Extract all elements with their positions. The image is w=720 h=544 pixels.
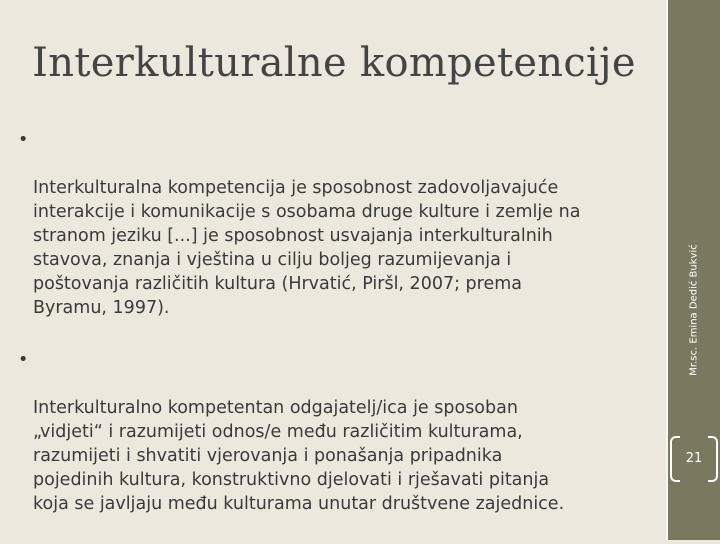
bullet-icon: • xyxy=(18,350,29,370)
bullet-text: Interkulturalno kompetentan odgajatelj/ica je sposoban „vidjeti“ i razumijeti odnos/e među različitim kulturama, razumijeti i shvatiti vjerovanja i ponašanja pripadnika pojedinih kultura, konstruktivno djelovati i rješavati pitanja koja se javljaju među kulturama unutar društvene zajednice. xyxy=(33,398,565,514)
bullet-icon: • xyxy=(18,130,29,150)
sidebar-divider xyxy=(666,0,668,540)
bullet-text: Interkulturalna kompetencija je sposobnost zadovoljavajuće interakcije i komunikacije s osobama druge kulture i zemlje na stranom jeziku [...] je sposobnost usvajanja interkulturalnih stavova, znanja i vještina u cilju boljeg razumijevanja i poštovanja različitih kultura (Hrvatić, Piršl, 2007; prema Byramu, 1997). xyxy=(33,178,581,318)
bullet-item xyxy=(18,128,658,320)
slide-body xyxy=(18,128,658,544)
bullet-item xyxy=(18,348,658,516)
slide-title: Interkulturalne kompetencije xyxy=(32,40,636,86)
page-number: 21 xyxy=(685,451,703,466)
author-label: Mr.sc. Emina Dedić Bukvić xyxy=(688,244,700,376)
